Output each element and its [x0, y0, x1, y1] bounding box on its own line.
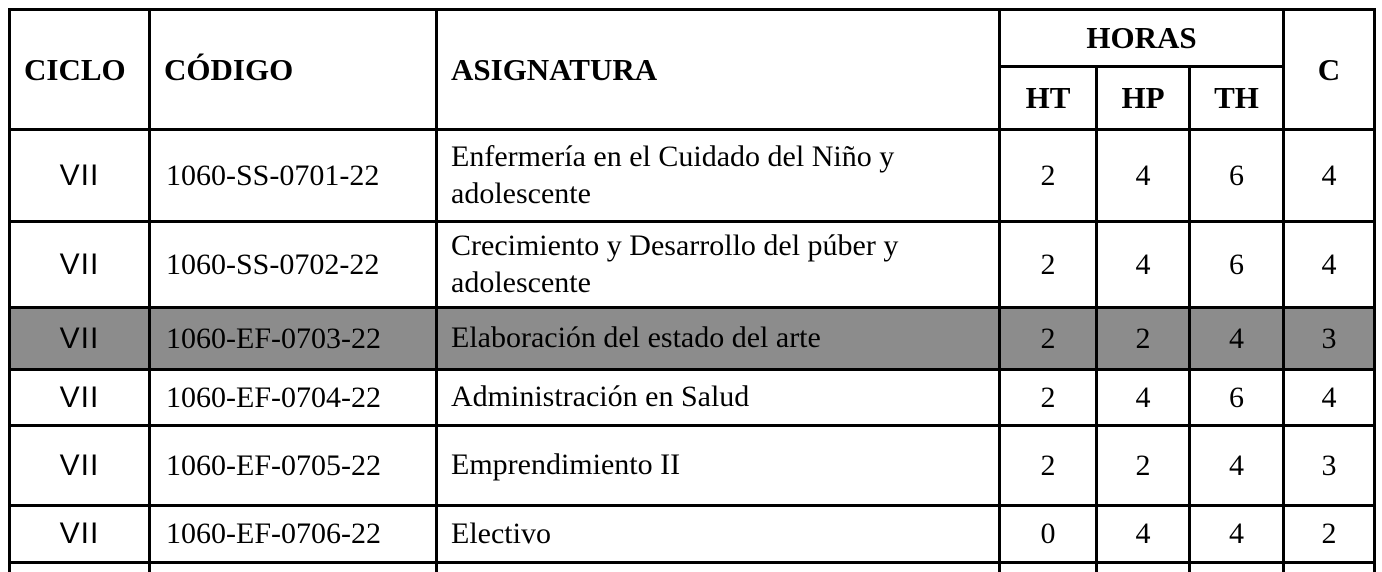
creditos-cell: 3 — [1284, 308, 1375, 370]
codigo-cell: 1060-EF-0703-22 — [150, 308, 437, 370]
table-row — [10, 130, 1375, 222]
creditos-cell: 4 — [1284, 130, 1375, 222]
creditos-cell: 4 — [1284, 222, 1375, 308]
clipped-cell — [1190, 563, 1284, 572]
clipped-cell — [1097, 563, 1190, 572]
table-row — [10, 426, 1375, 506]
th-cell: 4 — [1190, 308, 1284, 370]
header-horas: HORAS — [1000, 10, 1284, 67]
ciclo-cell: VII — [10, 130, 150, 222]
codigo-cell: 1060-EF-0705-22 — [150, 426, 437, 506]
table-row-highlighted — [10, 308, 1375, 370]
ciclo-cell: VII — [10, 308, 150, 370]
header-ht: HT — [1000, 67, 1097, 130]
clipped-next-row — [10, 563, 1375, 572]
curriculum-table — [8, 8, 1376, 572]
creditos-cell: 2 — [1284, 506, 1375, 563]
table-row — [10, 370, 1375, 426]
clipped-cell — [1000, 563, 1097, 572]
hp-cell: 4 — [1097, 506, 1190, 563]
creditos-cell: 4 — [1284, 370, 1375, 426]
asignatura-cell: Administración en Salud — [437, 370, 1000, 426]
th-cell: 6 — [1190, 130, 1284, 222]
hp-cell: 4 — [1097, 370, 1190, 426]
header-c: C — [1284, 10, 1375, 130]
codigo-cell: 1060-SS-0701-22 — [150, 130, 437, 222]
hp-cell: 2 — [1097, 308, 1190, 370]
header-asignatura: ASIGNATURA — [437, 10, 1000, 130]
table-row — [10, 222, 1375, 308]
asignatura-cell: Crecimiento y Desarrollo del púber y adolescente — [437, 222, 1000, 308]
codigo-cell: 1060-EF-0706-22 — [150, 506, 437, 563]
ciclo-cell: VII — [10, 426, 150, 506]
th-cell: 4 — [1190, 426, 1284, 506]
ht-cell: 0 — [1000, 506, 1097, 563]
asignatura-cell: Elaboración del estado del arte — [437, 308, 1000, 370]
ciclo-cell: VII — [10, 506, 150, 563]
asignatura-cell: Electivo — [437, 506, 1000, 563]
clipped-cell — [150, 563, 437, 572]
codigo-cell: 1060-SS-0702-22 — [150, 222, 437, 308]
th-cell: 6 — [1190, 222, 1284, 308]
header-hp: HP — [1097, 67, 1190, 130]
hp-cell: 2 — [1097, 426, 1190, 506]
table-row — [10, 506, 1375, 563]
header-row-top — [10, 10, 1375, 67]
clipped-cell — [437, 563, 1000, 572]
hp-cell: 4 — [1097, 130, 1190, 222]
th-cell: 6 — [1190, 370, 1284, 426]
codigo-cell: 1060-EF-0704-22 — [150, 370, 437, 426]
ht-cell: 2 — [1000, 130, 1097, 222]
ht-cell: 2 — [1000, 370, 1097, 426]
clipped-cell — [1284, 563, 1375, 572]
th-cell: 4 — [1190, 506, 1284, 563]
ht-cell: 2 — [1000, 308, 1097, 370]
clipped-cell — [10, 563, 150, 572]
ht-cell: 2 — [1000, 426, 1097, 506]
asignatura-cell: Enfermería en el Cuidado del Niño y adolescente — [437, 130, 1000, 222]
ht-cell: 2 — [1000, 222, 1097, 308]
header-codigo: CÓDIGO — [150, 10, 437, 130]
hp-cell: 4 — [1097, 222, 1190, 308]
ciclo-cell: VII — [10, 222, 150, 308]
asignatura-cell: Emprendimiento II — [437, 426, 1000, 506]
ciclo-cell: VII — [10, 370, 150, 426]
header-th: TH — [1190, 67, 1284, 130]
creditos-cell: 3 — [1284, 426, 1375, 506]
header-ciclo: CICLO — [10, 10, 150, 130]
